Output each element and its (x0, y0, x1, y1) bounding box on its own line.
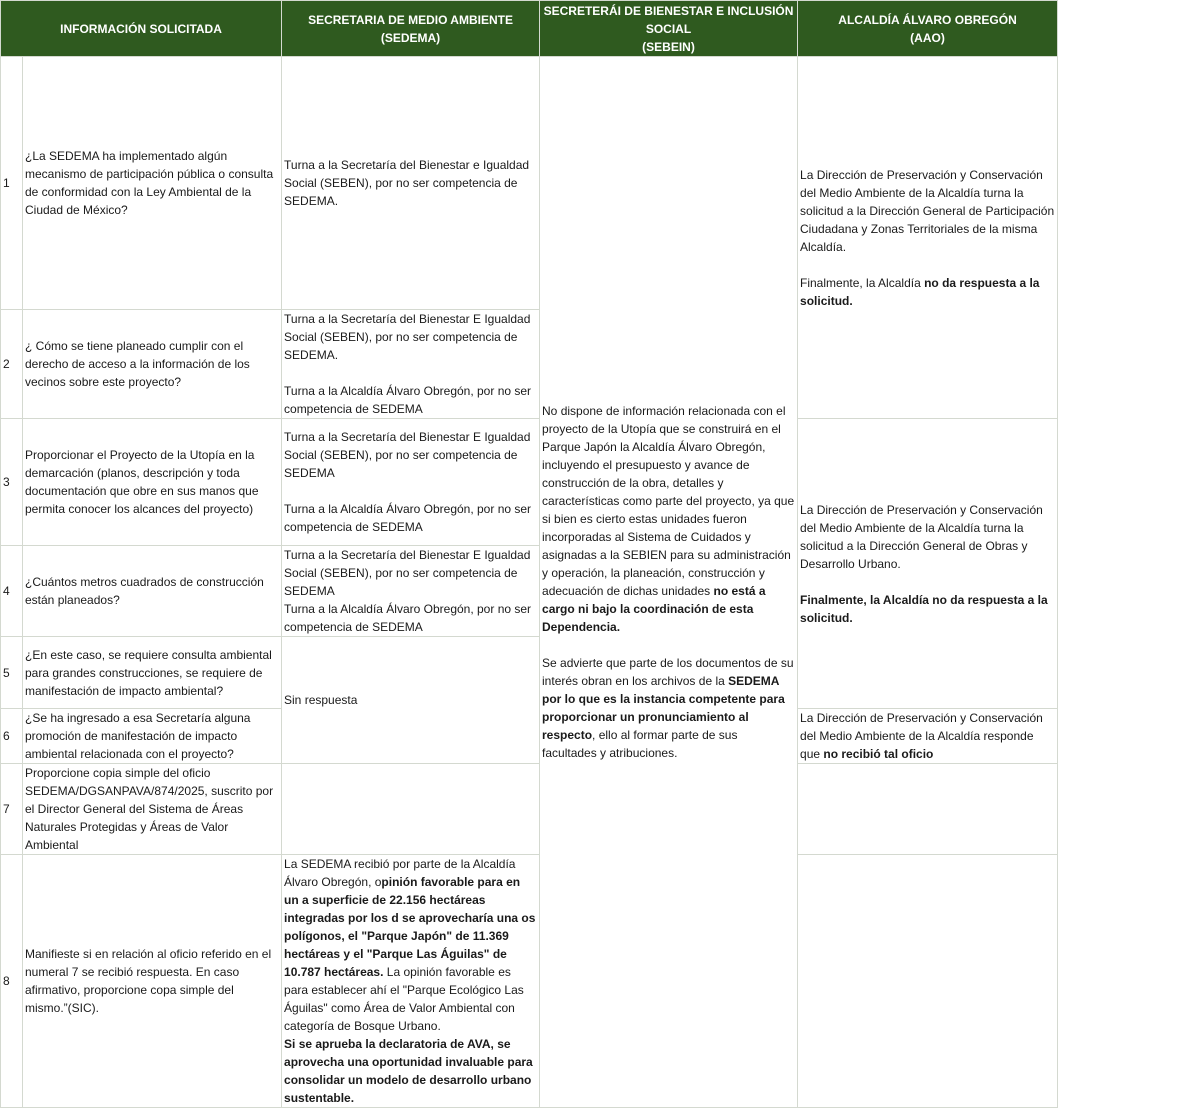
sedema-8-bold-1: pinión favorable para en un a superficie de 22.156 hectáreas integradas por los d se aprovecharía una os polígonos, el "Parque Japón" de 11.369 hectáreas y el "Parque Las Águilas" de 10.787 hectáreas. (284, 875, 536, 979)
header-sebein-line1: SECRETERÁI DE BIENESTAR E INCLUSIÓN (543, 3, 794, 18)
sedema-response-text: Turna a la Secretaría del Bienestar e Igualdad Social (SEBEN), por no ser competencia de SEDEMA. (284, 158, 530, 208)
aao-text-6: La Dirección de Preservación y Conservación del Medio Ambiente de la Alcaldía responde que (800, 711, 1043, 761)
aao-bold-2: no da respuesta a la solicitud. (800, 275, 1040, 308)
sedema-response-cell-empty (282, 764, 540, 855)
question-cell: ¿En este caso, se requiere consulta ambiental para grandes construcciones, se requiere de manifestación de impacto ambiental? (23, 637, 282, 709)
header-sedema-line2: (SEDEMA) (380, 30, 441, 45)
table-row (1, 855, 1058, 1108)
sedema-response-cell (282, 419, 540, 546)
question-cell: Proporcionar el Proyecto de la Utopía en la demarcación (planos, descripción y toda documentación que obre en sus manos que permita conocer los alcances del proyecto) (23, 419, 282, 546)
header-aao-line2: (AAO) (910, 30, 945, 45)
row-number: 3 (1, 419, 23, 546)
header-sedema (282, 1, 540, 57)
row-number: 1 (1, 57, 23, 310)
sedema-response-cell (282, 57, 540, 310)
table-row (1, 764, 1058, 855)
header-aao-line1: ALCALDÍA ÁLVARO OBREGÓN (838, 12, 1017, 27)
sedema-response-cell (282, 546, 540, 637)
sedema-8-text-1: La SEDEMA recibió por parte de la Alcaldía Álvaro Obregón, o (284, 857, 516, 889)
sedema-8-text-2: La opinión favorable es para establecer ahí el "Parque Ecológico Las Águilas" como Área de Valor Ambiental con categoría de Bosque Urbano. (284, 965, 524, 1033)
sebein-response-cell (540, 57, 798, 1108)
aao-text-3: La Dirección de Preservación y Conservación del Medio Ambiente de la Alcaldía turna la solicitud a la Dirección General de Obras y Desarrollo Urbano. (800, 502, 1043, 571)
row-number: 5 (1, 637, 23, 709)
aao-bold-6: no recibió tal oficio (823, 747, 934, 761)
sebein-text-1: No dispone de información relacionada con el proyecto de la Utopía que se construirá en el Parque Japón la Alcaldía Álvaro Obregón, incluyendo el presupuesto y avance de construcción de la obra, detalles y características como parte del proyecto, ya que si bien es cierto estas unidades fueron incorporadas al Sistema de Cuidados y asignadas a la SEBIEN para su administración y operación, la planeación, construcción y adecuación de dichas unidades (542, 404, 795, 598)
header-info (1, 1, 282, 57)
sedema-response-text: Turna a la Alcaldía Álvaro Obregón, por no ser competencia de SEDEMA (284, 602, 532, 634)
sedema-response-text: Turna a la Alcaldía Álvaro Obregón, por no ser competencia de SEDEMA (284, 502, 532, 534)
question-cell: ¿ Cómo se tiene planeado cumplir con el derecho de acceso a la información de los vecinos sobre este proyecto? (23, 310, 282, 419)
sedema-8-bold-2: Si se aprueba la declaratoria de AVA, se aprovecha una oportunidad invaluable para consolidar un modelo de desarrollo urbano sustentable. (284, 1037, 533, 1105)
aao-bold-3: Finalmente, la Alcaldía no da respuesta a la solicitud. (800, 592, 1048, 625)
sedema-response-text: Turna a la Secretaría del Bienestar E Igualdad Social (SEBEN), por no ser competencia de SEDEMA (284, 430, 531, 480)
header-info-label: INFORMACIÓN SOLICITADA (60, 21, 222, 36)
aao-response-cell-1 (798, 57, 1058, 419)
header-sebein-line3: (SEBEIN) (642, 39, 695, 54)
sedema-response-text: Turna a la Secretaría del Bienestar E Igualdad Social (SEBEN), por no ser competencia de SEDEMA. (284, 312, 531, 362)
table-row (1, 419, 1058, 546)
aao-response-cell-3 (798, 709, 1058, 764)
aao-response-cell-2 (798, 419, 1058, 709)
aao-response-cell-empty (798, 855, 1058, 1108)
sebein-bold-2: SEDEMA por lo que es la instancia competente para proporcionar un pronunciamiento al respecto (542, 674, 785, 742)
sedema-response-cell (282, 310, 540, 419)
sebein-text-3: , ello al formar parte de sus facultades y atribuciones. (542, 728, 738, 760)
sebein-text-2: Se advierte que parte de los documentos de su interés obran en los archivos de la (542, 656, 794, 688)
header-sebein (540, 1, 798, 57)
header-sedema-line1: SECRETARIA DE MEDIO AMBIENTE (308, 12, 513, 27)
header-aao (798, 1, 1058, 57)
sedema-response-text: Turna a la Secretaría del Bienestar E Igualdad Social (SEBEN), por no ser competencia de SEDEMA (284, 548, 531, 598)
question-cell: ¿La SEDEMA ha implementado algún mecanismo de participación pública o consulta de conformidad con la Ley Ambiental de la Ciudad de México? (23, 57, 282, 310)
sebein-paragraph-2 (542, 654, 795, 762)
row-number: 2 (1, 310, 23, 419)
sedema-response-cell: Sin respuesta (282, 637, 540, 764)
row-number: 7 (1, 764, 23, 855)
question-cell: ¿Cuántos metros cuadrados de construcción están planeados? (23, 546, 282, 637)
sebein-bold-1: no está a cargo ni bajo la coordinación de esta Dependencia. (542, 584, 766, 634)
sedema-response-text: Turna a la Alcaldía Álvaro Obregón, por no ser competencia de SEDEMA (284, 384, 532, 416)
table-row (1, 57, 1058, 310)
aao-paragraph-2 (800, 274, 1055, 310)
sedema-response-cell (282, 855, 540, 1108)
question-cell: Proporcione copia simple del oficio SEDEMA/DGSANPAVA/874/2025, suscrito por el Director General del Sistema de Áreas Naturales Protegidas y Áreas de Valor Ambiental (23, 764, 282, 855)
header-row (1, 1, 1058, 57)
aao-text-1: La Dirección de Preservación y Conservación del Medio Ambiente de la Alcaldía turna la solicitud a la Dirección General de Participación Ciudadana y Zonas Territoriales de la misma Alcaldía. (800, 167, 1055, 254)
header-sebein-line2: SOCIAL (645, 21, 692, 36)
aao-response-cell-empty (798, 764, 1058, 855)
row-number: 8 (1, 855, 23, 1108)
question-cell: ¿Se ha ingresado a esa Secretaría alguna promoción de manifestación de impacto ambiental relacionada con el proyecto? (23, 709, 282, 764)
aao-text-2: Finalmente, la Alcaldía (800, 275, 925, 290)
question-cell: Manifieste si en relación al oficio referido en el numeral 7 se recibió respuesta. En caso afirmativo, proporcione copa simple del mismo.”(SIC). (23, 855, 282, 1108)
row-number: 4 (1, 546, 23, 637)
row-number: 6 (1, 709, 23, 764)
